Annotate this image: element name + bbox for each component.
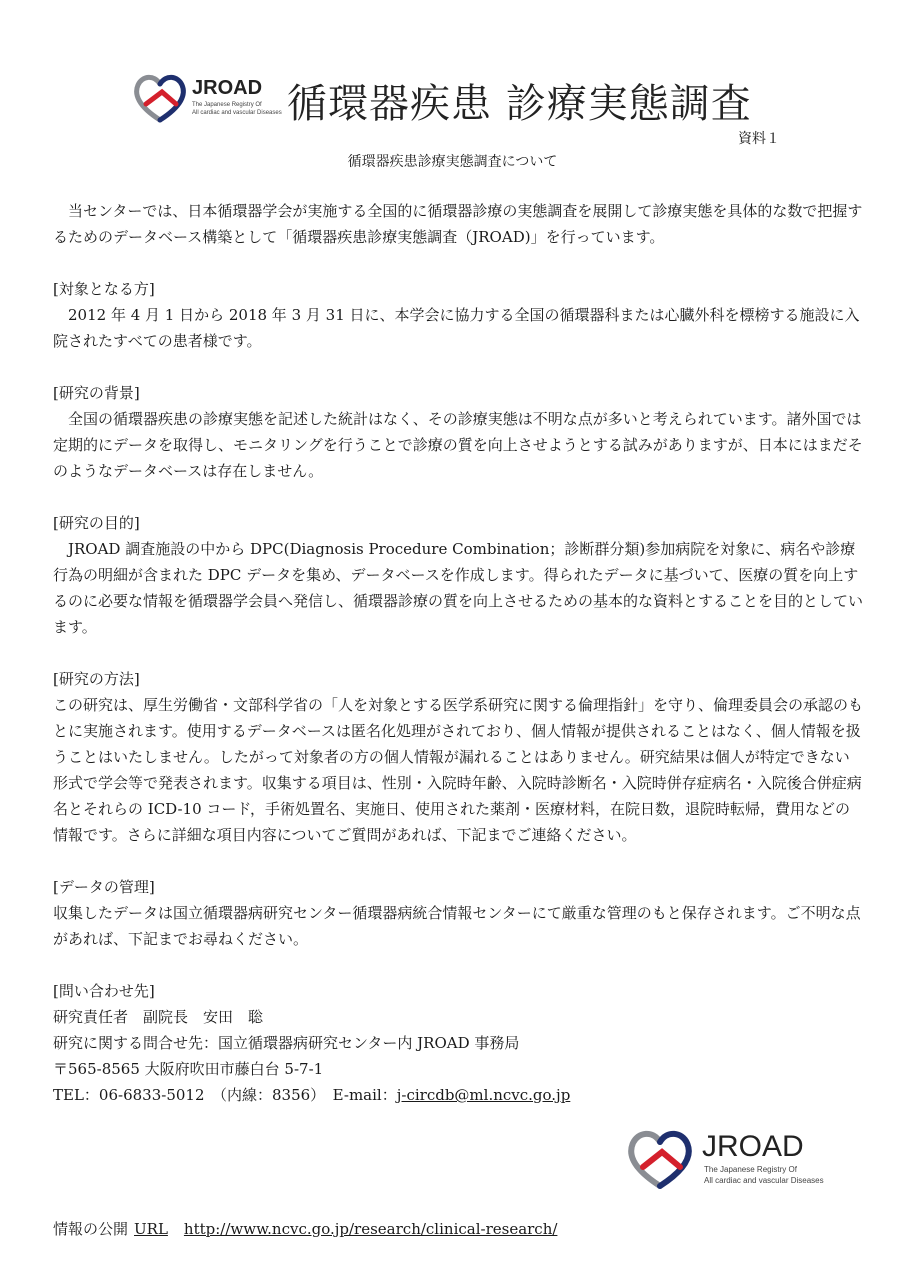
- logo-tagline-2: All cardiac and vascular Diseases: [704, 1176, 824, 1185]
- contact-email-link[interactable]: j-circdb@ml.ncvc.go.jp: [396, 1086, 571, 1104]
- section-purpose: [53, 510, 863, 640]
- section-target: [53, 276, 863, 354]
- section-heading: [データの管理]: [53, 878, 155, 896]
- section-heading: [問い合わせ先]: [53, 982, 155, 1000]
- logo-tagline-2: All cardiac and vascular Diseases: [192, 110, 282, 116]
- contact-tel: TEL：06-6833-5012 （内線：8356） E-mail：: [53, 1086, 397, 1104]
- footer-label: 情報の公開: [53, 1220, 129, 1238]
- document-title: 循環器疾患 診療実態調査: [287, 81, 752, 127]
- section-data-management: [53, 874, 863, 952]
- section-method: [53, 666, 863, 848]
- contact-tel-line: [53, 1082, 863, 1108]
- footer-url-label: URL: [134, 1220, 168, 1238]
- intro-paragraph: 当センターでは、日本循環器学会が実施する全国的に循環器診療の実態調査を展開して診療実態を具体的な数で把握するためのデータベース構築として「循環器疾患診療実態調査（JROAD)」を行っています。: [53, 202, 863, 246]
- logo-brand: JROAD: [192, 77, 263, 99]
- heart-logo-icon: [137, 77, 184, 120]
- footer: [53, 1218, 557, 1239]
- document-body: [53, 198, 863, 1108]
- section-heading: [研究の背景]: [53, 384, 140, 402]
- section-heading: [対象となる方]: [53, 280, 155, 298]
- logo-tagline-1: The Japanese Registry Of: [704, 1165, 797, 1174]
- logo-tagline-1: The Japanese Registry Of: [192, 102, 262, 108]
- contact-responsible: 研究責任者 副院長 安田 聡: [53, 1008, 264, 1026]
- section-heading: [研究の目的]: [53, 514, 140, 532]
- footer-url-link[interactable]: http://www.ncvc.go.jp/research/clinical-research/: [183, 1220, 558, 1238]
- jroad-logo: [132, 70, 282, 126]
- material-number: 資料１: [738, 131, 780, 147]
- section-contact: [53, 978, 863, 1108]
- logo-brand: JROAD: [702, 1130, 804, 1163]
- section-body: JROAD 調査施設の中から DPC(Diagnosis Procedure Combination；診断群分類)参加病院を対象に、病名や診療行為の明細が含まれた DPC データを集め、データベースを作成します。得られたデータに基づいて、医療の質を向上するのに必要な情報を循環器学会員へ発信し、循環器診療の質を向上させるための基本的な資料とすることを目的としています。: [53, 540, 864, 636]
- section-background: [53, 380, 863, 484]
- section-body: この研究は、厚生労働省・文部科学省の「人を対象とする医学系研究に関する倫理指針」を守り、倫理委員会の承認のもとに実施されます。使用するデータベースは匿名化処理がされており、個人情報が提供されることはなく、個人情報を扱うことはいたしません。したがって対象者の方の個人情報が漏れることはありません。研究結果は個人が特定できない形式で学会等で発表されます。収集する項目は、性別・入院時年齢、入院時診断名・入院時併存症病名・入院後合併症病名とそれらの ICD-10 コード，手術処置名、実施日、使用された薬剤・医療材料，在院日数，退院時転帰，費用などの情報です。さらに詳細な項目内容についてご質問があれば、下記までご連絡ください。: [53, 696, 864, 844]
- jroad-logo-large: [626, 1126, 841, 1192]
- contact-address: 〒565-8565 大阪府吹田市藤白台 5-7-1: [53, 1060, 324, 1078]
- section-heading: [研究の方法]: [53, 670, 140, 688]
- header: [132, 70, 772, 130]
- contact-inquiry: 研究に関する問合せ先：国立循環器病研究センター内 JROAD 事務局: [53, 1034, 520, 1052]
- section-body: 2012 年 4 月 1 日から 2018 年 3 月 31 日に、本学会に協力する全国の循環器科または心臓外科を標榜する施設に入院されたすべての患者様です。: [53, 306, 860, 350]
- subtitle: 循環器疾患診療実態調査について: [347, 154, 558, 170]
- heart-logo-icon: [631, 1134, 689, 1186]
- section-body: 収集したデータは国立循環器病研究センター循環器病統合情報センターにて厳重な管理のもと保存されます。ご不明な点があれば、下記までお尋ねください。: [53, 904, 861, 948]
- section-body: 全国の循環器疾患の診療実態を記述した統計はなく、その診療実態は不明な点が多いと考えられています。諸外国では定期的にデータを取得し、モニタリングを行うことで診療の質を向上させようとする試みがありますが、日本にはまだそのようなデータベースは存在しません。: [53, 410, 863, 480]
